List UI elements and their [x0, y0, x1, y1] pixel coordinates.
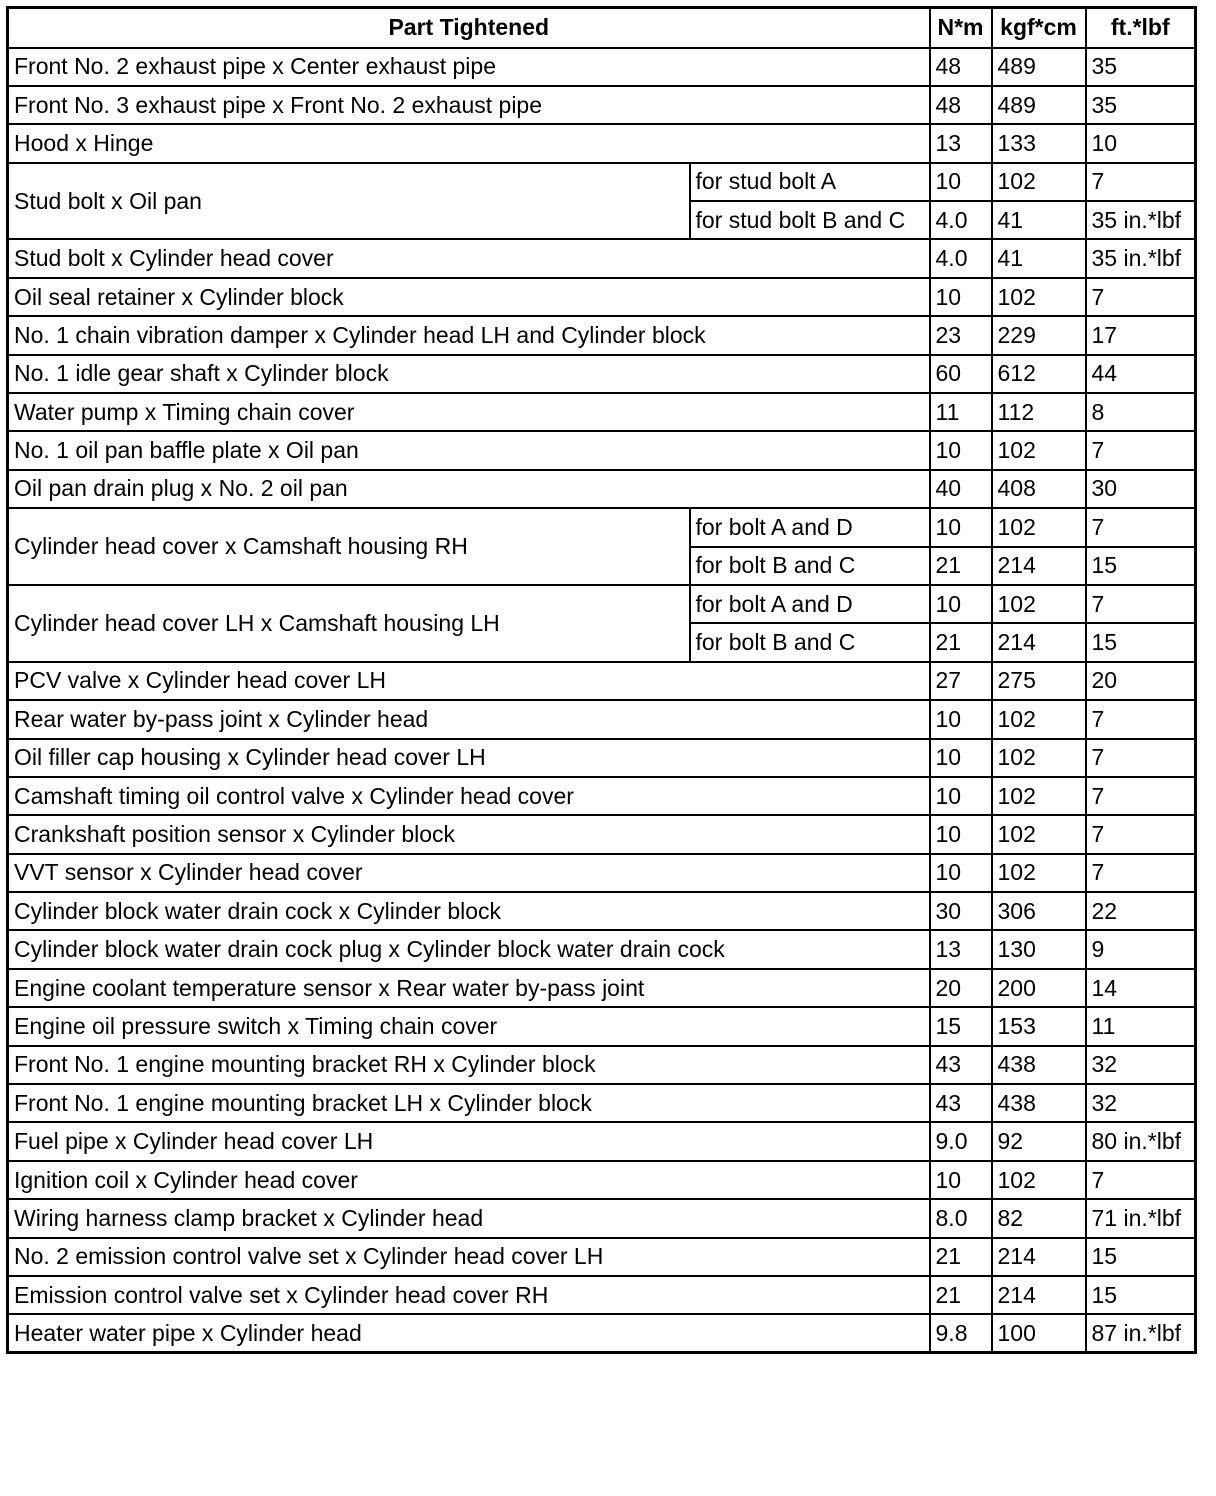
- torque-ftlbf-cell: 15: [1086, 1238, 1196, 1276]
- torque-kgfcm-cell: 214: [992, 1276, 1086, 1314]
- torque-kgfcm-cell: 133: [992, 124, 1086, 162]
- table-row: [8, 393, 1196, 431]
- header-nm: N*m: [930, 8, 992, 48]
- torque-nm-cell: 13: [930, 930, 992, 968]
- part-name-cell: Cylinder block water drain cock x Cylinder block: [8, 892, 930, 930]
- torque-kgfcm-cell: 102: [992, 163, 1086, 201]
- torque-kgfcm-cell: 229: [992, 316, 1086, 354]
- torque-ftlbf-cell: 32: [1086, 1046, 1196, 1084]
- torque-nm-cell: 30: [930, 892, 992, 930]
- torque-ftlbf-cell: 7: [1086, 278, 1196, 316]
- table-row: [8, 86, 1196, 124]
- torque-nm-cell: 10: [930, 278, 992, 316]
- part-name-cell: Rear water by-pass joint x Cylinder head: [8, 700, 930, 738]
- torque-ftlbf-cell: 35: [1086, 48, 1196, 86]
- table-body: [8, 48, 1196, 1353]
- torque-ftlbf-cell: 32: [1086, 1084, 1196, 1122]
- torque-ftlbf-cell: 7: [1086, 585, 1196, 623]
- part-name-cell: Oil filler cap housing x Cylinder head cover LH: [8, 739, 930, 777]
- header-ftlbf: ft.*lbf: [1086, 8, 1196, 48]
- torque-nm-cell: 21: [930, 1238, 992, 1276]
- table-row: [8, 48, 1196, 86]
- part-name-cell: Cylinder head cover LH x Camshaft housing LH: [8, 585, 690, 662]
- table-row: [8, 163, 1196, 201]
- part-name-cell: Ignition coil x Cylinder head cover: [8, 1161, 930, 1199]
- table-row: [8, 1161, 1196, 1199]
- part-name-cell: Fuel pipe x Cylinder head cover LH: [8, 1122, 930, 1160]
- table-row: [8, 815, 1196, 853]
- part-name-cell: VVT sensor x Cylinder head cover: [8, 854, 930, 892]
- torque-nm-cell: 8.0: [930, 1199, 992, 1237]
- part-name-cell: Front No. 1 engine mounting bracket LH x Cylinder block: [8, 1084, 930, 1122]
- table-row: [8, 124, 1196, 162]
- table-row: [8, 930, 1196, 968]
- part-name-cell: Front No. 2 exhaust pipe x Center exhaust pipe: [8, 48, 930, 86]
- torque-nm-cell: 40: [930, 470, 992, 508]
- condition-cell: for bolt B and C: [690, 623, 930, 661]
- part-name-cell: Front No. 1 engine mounting bracket RH x Cylinder block: [8, 1046, 930, 1084]
- part-name-cell: PCV valve x Cylinder head cover LH: [8, 662, 930, 700]
- torque-kgfcm-cell: 408: [992, 470, 1086, 508]
- torque-kgfcm-cell: 82: [992, 1199, 1086, 1237]
- torque-kgfcm-cell: 102: [992, 739, 1086, 777]
- torque-ftlbf-cell: 7: [1086, 854, 1196, 892]
- torque-kgfcm-cell: 214: [992, 623, 1086, 661]
- part-name-cell: Water pump x Timing chain cover: [8, 393, 930, 431]
- torque-kgfcm-cell: 438: [992, 1084, 1086, 1122]
- table-row: [8, 700, 1196, 738]
- torque-ftlbf-cell: 7: [1086, 508, 1196, 546]
- torque-kgfcm-cell: 275: [992, 662, 1086, 700]
- condition-cell: for stud bolt A: [690, 163, 930, 201]
- torque-nm-cell: 48: [930, 86, 992, 124]
- torque-nm-cell: 13: [930, 124, 992, 162]
- torque-ftlbf-cell: 14: [1086, 969, 1196, 1007]
- torque-kgfcm-cell: 41: [992, 201, 1086, 239]
- torque-ftlbf-cell: 35 in.*lbf: [1086, 201, 1196, 239]
- torque-ftlbf-cell: 87 in.*lbf: [1086, 1314, 1196, 1352]
- part-name-cell: Stud bolt x Oil pan: [8, 163, 690, 240]
- torque-specification-table: [6, 6, 1197, 1354]
- table-row: [8, 1007, 1196, 1045]
- torque-kgfcm-cell: 102: [992, 854, 1086, 892]
- part-name-cell: Front No. 3 exhaust pipe x Front No. 2 exhaust pipe: [8, 86, 930, 124]
- torque-ftlbf-cell: 7: [1086, 1161, 1196, 1199]
- part-name-cell: No. 1 chain vibration damper x Cylinder head LH and Cylinder block: [8, 316, 930, 354]
- table-row: [8, 355, 1196, 393]
- torque-nm-cell: 20: [930, 969, 992, 1007]
- table-row: [8, 1084, 1196, 1122]
- table-row: [8, 239, 1196, 277]
- torque-nm-cell: 10: [930, 1161, 992, 1199]
- torque-nm-cell: 21: [930, 623, 992, 661]
- torque-ftlbf-cell: 8: [1086, 393, 1196, 431]
- torque-ftlbf-cell: 22: [1086, 892, 1196, 930]
- torque-kgfcm-cell: 102: [992, 1161, 1086, 1199]
- torque-nm-cell: 48: [930, 48, 992, 86]
- torque-nm-cell: 27: [930, 662, 992, 700]
- torque-kgfcm-cell: 41: [992, 239, 1086, 277]
- torque-kgfcm-cell: 489: [992, 86, 1086, 124]
- torque-ftlbf-cell: 11: [1086, 1007, 1196, 1045]
- header-row: [8, 8, 1196, 48]
- torque-ftlbf-cell: 7: [1086, 700, 1196, 738]
- torque-nm-cell: 15: [930, 1007, 992, 1045]
- torque-kgfcm-cell: 438: [992, 1046, 1086, 1084]
- torque-kgfcm-cell: 153: [992, 1007, 1086, 1045]
- table-row: [8, 508, 1196, 546]
- torque-nm-cell: 4.0: [930, 201, 992, 239]
- torque-kgfcm-cell: 214: [992, 547, 1086, 585]
- torque-ftlbf-cell: 15: [1086, 547, 1196, 585]
- torque-ftlbf-cell: 35: [1086, 86, 1196, 124]
- torque-kgfcm-cell: 102: [992, 508, 1086, 546]
- torque-kgfcm-cell: 112: [992, 393, 1086, 431]
- torque-nm-cell: 10: [930, 815, 992, 853]
- torque-ftlbf-cell: 7: [1086, 431, 1196, 469]
- torque-kgfcm-cell: 102: [992, 777, 1086, 815]
- table-row: [8, 1314, 1196, 1352]
- torque-kgfcm-cell: 102: [992, 431, 1086, 469]
- part-name-cell: Engine coolant temperature sensor x Rear water by-pass joint: [8, 969, 930, 1007]
- torque-kgfcm-cell: 130: [992, 930, 1086, 968]
- torque-ftlbf-cell: 80 in.*lbf: [1086, 1122, 1196, 1160]
- header-kgfcm: kgf*cm: [992, 8, 1086, 48]
- torque-ftlbf-cell: 7: [1086, 163, 1196, 201]
- table-row: [8, 892, 1196, 930]
- header-part-tightened: Part Tightened: [8, 8, 930, 48]
- table-row: [8, 739, 1196, 777]
- torque-nm-cell: 11: [930, 393, 992, 431]
- part-name-cell: No. 2 emission control valve set x Cylinder head cover LH: [8, 1238, 930, 1276]
- torque-ftlbf-cell: 7: [1086, 777, 1196, 815]
- torque-nm-cell: 10: [930, 854, 992, 892]
- torque-ftlbf-cell: 15: [1086, 623, 1196, 661]
- table-row: [8, 1046, 1196, 1084]
- torque-kgfcm-cell: 102: [992, 278, 1086, 316]
- torque-kgfcm-cell: 306: [992, 892, 1086, 930]
- torque-ftlbf-cell: 17: [1086, 316, 1196, 354]
- torque-kgfcm-cell: 489: [992, 48, 1086, 86]
- torque-nm-cell: 23: [930, 316, 992, 354]
- table-row: [8, 585, 1196, 623]
- torque-kgfcm-cell: 100: [992, 1314, 1086, 1352]
- table-row: [8, 431, 1196, 469]
- part-name-cell: Camshaft timing oil control valve x Cylinder head cover: [8, 777, 930, 815]
- part-name-cell: Wiring harness clamp bracket x Cylinder head: [8, 1199, 930, 1237]
- condition-cell: for bolt B and C: [690, 547, 930, 585]
- torque-nm-cell: 21: [930, 1276, 992, 1314]
- torque-ftlbf-cell: 10: [1086, 124, 1196, 162]
- torque-nm-cell: 21: [930, 547, 992, 585]
- part-name-cell: Emission control valve set x Cylinder head cover RH: [8, 1276, 930, 1314]
- torque-nm-cell: 10: [930, 431, 992, 469]
- table-row: [8, 662, 1196, 700]
- torque-ftlbf-cell: 15: [1086, 1276, 1196, 1314]
- table-row: [8, 777, 1196, 815]
- torque-ftlbf-cell: 9: [1086, 930, 1196, 968]
- torque-ftlbf-cell: 44: [1086, 355, 1196, 393]
- condition-cell: for bolt A and D: [690, 508, 930, 546]
- torque-ftlbf-cell: 7: [1086, 739, 1196, 777]
- part-name-cell: Cylinder head cover x Camshaft housing RH: [8, 508, 690, 585]
- part-name-cell: Oil seal retainer x Cylinder block: [8, 278, 930, 316]
- table-row: [8, 1238, 1196, 1276]
- torque-kgfcm-cell: 214: [992, 1238, 1086, 1276]
- torque-nm-cell: 10: [930, 739, 992, 777]
- torque-nm-cell: 10: [930, 585, 992, 623]
- part-name-cell: Engine oil pressure switch x Timing chain cover: [8, 1007, 930, 1045]
- part-name-cell: No. 1 idle gear shaft x Cylinder block: [8, 355, 930, 393]
- torque-nm-cell: 10: [930, 508, 992, 546]
- torque-nm-cell: 4.0: [930, 239, 992, 277]
- table-row: [8, 1199, 1196, 1237]
- table-row: [8, 316, 1196, 354]
- table-row: [8, 1122, 1196, 1160]
- part-name-cell: No. 1 oil pan baffle plate x Oil pan: [8, 431, 930, 469]
- torque-nm-cell: 10: [930, 163, 992, 201]
- table-row: [8, 278, 1196, 316]
- torque-kgfcm-cell: 612: [992, 355, 1086, 393]
- torque-ftlbf-cell: 35 in.*lbf: [1086, 239, 1196, 277]
- torque-kgfcm-cell: 200: [992, 969, 1086, 1007]
- table-row: [8, 470, 1196, 508]
- torque-ftlbf-cell: 20: [1086, 662, 1196, 700]
- torque-nm-cell: 10: [930, 777, 992, 815]
- torque-kgfcm-cell: 102: [992, 585, 1086, 623]
- part-name-cell: Cylinder block water drain cock plug x Cylinder block water drain cock: [8, 930, 930, 968]
- condition-cell: for stud bolt B and C: [690, 201, 930, 239]
- torque-nm-cell: 43: [930, 1046, 992, 1084]
- part-name-cell: Stud bolt x Cylinder head cover: [8, 239, 930, 277]
- torque-nm-cell: 43: [930, 1084, 992, 1122]
- torque-nm-cell: 10: [930, 700, 992, 738]
- torque-nm-cell: 9.0: [930, 1122, 992, 1160]
- torque-ftlbf-cell: 7: [1086, 815, 1196, 853]
- torque-kgfcm-cell: 92: [992, 1122, 1086, 1160]
- part-name-cell: Oil pan drain plug x No. 2 oil pan: [8, 470, 930, 508]
- torque-nm-cell: 60: [930, 355, 992, 393]
- torque-kgfcm-cell: 102: [992, 815, 1086, 853]
- part-name-cell: Heater water pipe x Cylinder head: [8, 1314, 930, 1352]
- part-name-cell: Crankshaft position sensor x Cylinder block: [8, 815, 930, 853]
- torque-ftlbf-cell: 30: [1086, 470, 1196, 508]
- torque-ftlbf-cell: 71 in.*lbf: [1086, 1199, 1196, 1237]
- torque-nm-cell: 9.8: [930, 1314, 992, 1352]
- table-row: [8, 969, 1196, 1007]
- condition-cell: for bolt A and D: [690, 585, 930, 623]
- table-row: [8, 854, 1196, 892]
- table-row: [8, 1276, 1196, 1314]
- part-name-cell: Hood x Hinge: [8, 124, 930, 162]
- torque-kgfcm-cell: 102: [992, 700, 1086, 738]
